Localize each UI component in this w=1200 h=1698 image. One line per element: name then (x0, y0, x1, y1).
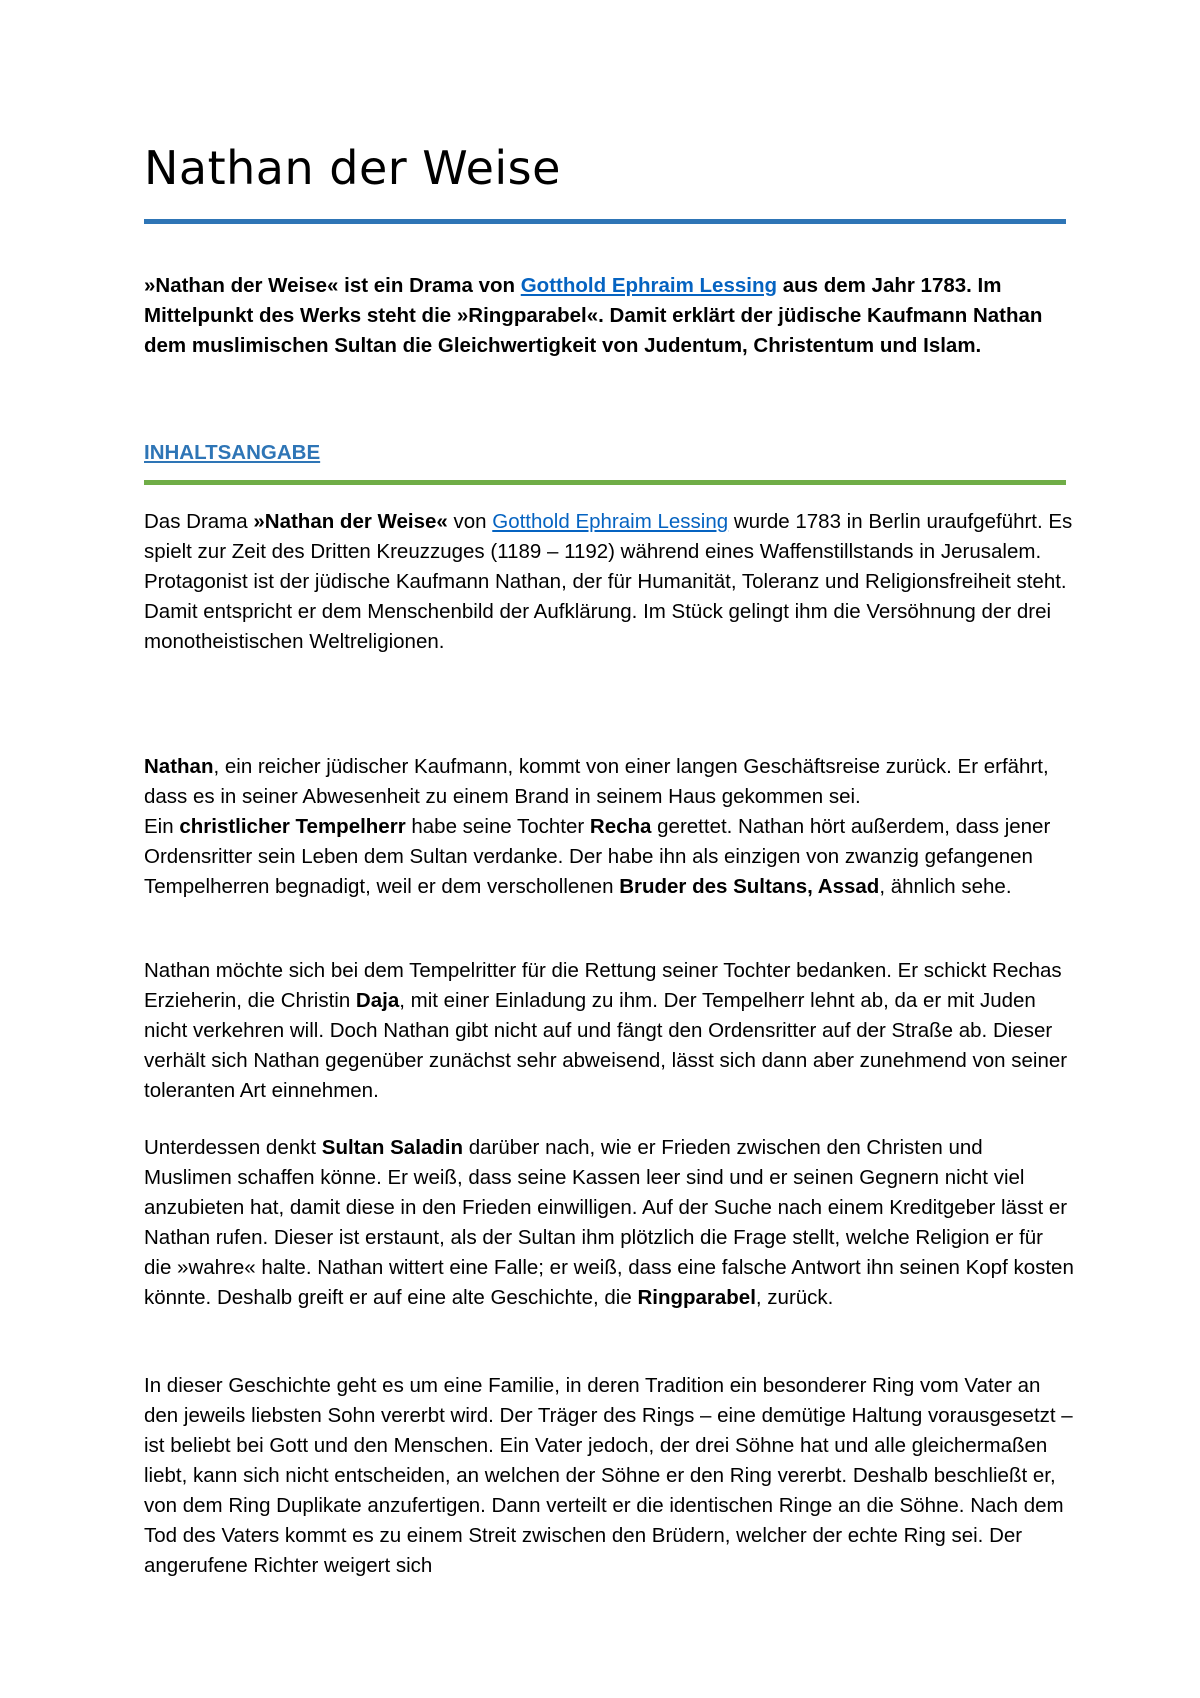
paragraph-2 (144, 752, 1074, 902)
p5-text-a: In dieser Geschichte geht es um eine Familie, in deren Tradition ein besonderer Ring vom Vater an den jeweils liebsten Sohn vererbt wird. Der Träger des Rings – eine demütige Haltung vorausgesetzt – ist beliebt bei Gott und den Menschen. Ein Vater jedoch, der drei Söhne hat und alle gleichermaßen liebt, kann sich nicht entscheiden, an welchen der Söhne er den Ring vererbt. Deshalb beschließt er, von dem Ring Duplikate anzufertigen. Dann verteilt er die identischen Ringe an die Söhne. Nach dem Tod des Vaters kommt es zu einem Streit zwischen den Brüdern, welcher der echte Ring sei. Der angerufene Richter weigert sich (144, 1374, 1073, 1577)
p2-text-d: gerettet. Nathan hört außerdem, dass jener Ordensritter sein Leben dem Sultan verdanke. Der habe ihn als einzigen von zwanzig gefangenen Tempelherren begnadigt, weil er dem verschollenen (144, 815, 1051, 898)
author-link-2[interactable]: Gotthold Ephraim Lessing (492, 510, 729, 533)
p4-text-c: , zurück. (755, 1286, 834, 1309)
p2-bold-recha: Recha (589, 815, 652, 838)
paragraph-4 (144, 1133, 1074, 1313)
p4-bold-saladin: Sultan Saladin (321, 1136, 464, 1159)
p3-bold-daja: Daja (355, 989, 400, 1012)
p1-text-b: von (447, 510, 493, 533)
author-link[interactable]: Gotthold Ephraim Lessing (520, 274, 777, 297)
paragraph-5 (144, 1371, 1074, 1581)
p3-text-a: Nathan möchte sich bei dem Tempelritter für die Rettung seiner Tochter bedanken. Er schickt Rechas Erzieherin, die Christin (144, 959, 1062, 1012)
paragraph-1 (144, 507, 1074, 657)
title-divider (144, 219, 1066, 224)
section-divider (144, 480, 1066, 485)
paragraph-3 (144, 956, 1074, 1106)
p4-bold-ringparabel: Ringparabel (637, 1286, 756, 1309)
intro-paragraph (144, 271, 1074, 361)
p1-bold-title: »Nathan der Weise« (253, 510, 448, 533)
intro-text-a: »Nathan der Weise« ist ein Drama von (144, 274, 521, 297)
p2-text-a: , ein reicher jüdischer Kaufmann, kommt von einer langen Geschäftsreise zurück. Er erfährt, dass es in seiner Abwesenheit zu einem Brand in seinem Haus gekommen sei. (144, 755, 1049, 808)
section-heading-inhaltsangabe: INHALTSANGABE (144, 441, 321, 464)
p3-text-b: , mit einer Einladung zu ihm. Der Tempelherr lehnt ab, da er mit Juden nicht verkehren will. Doch Nathan gibt nicht auf und fängt den Ordensritter auf der Straße ab. Dieser verhält sich Nathan gegenüber zunächst sehr abweisend, lässt sich dann aber zunehmend von seiner toleranten Art einnehmen. (144, 989, 1068, 1102)
intro-text-b: aus dem Jahr 1783. Im Mittelpunkt des Werks steht die »Ringparabel«. Damit erklärt der jüdische Kaufmann Nathan dem muslimischen Sultan die Gleichwertigkeit von Judentum, Christentum und Islam. (144, 274, 1043, 357)
p2-text-e: , ähnlich sehe. (879, 875, 1012, 898)
p2-bold-assad: Bruder des Sultans, Assad (619, 875, 880, 898)
p4-text-b: darüber nach, wie er Frieden zwischen den Christen und Muslimen schaffen könne. Er weiß, dass seine Kassen leer sind und er seinen Gegnern nicht viel anzubieten hat, damit diese in den Frieden einwilligen. Auf der Suche nach einem Kreditgeber lässt er Nathan rufen. Dieser ist erstaunt, als der Sultan ihm plötzlich die Frage stellt, welche Religion er für die »wahre« halte. Nathan wittert eine Falle; er weiß, dass eine falsche Antwort ihn seinen Kopf kosten könnte. Deshalb greift er auf eine alte Geschichte, die (144, 1136, 1074, 1309)
p1-text-c: wurde 1783 in Berlin uraufgeführt. Es spielt zur Zeit des Dritten Kreuzzuges (1189 – 1192) während eines Waffenstillstands in Jerusalem. Protagonist ist der jüdische Kaufmann Nathan, der für Humanität, Toleranz und Religionsfreiheit steht. Damit entspricht er dem Menschenbild der Aufklärung. Im Stück gelingt ihm die Versöhnung der drei monotheistischen Weltreligionen. (144, 510, 1073, 653)
p4-text-a: Unterdessen denkt (144, 1136, 322, 1159)
p1-text-a: Das Drama (144, 510, 254, 533)
p2-text-c: habe seine Tochter (405, 815, 590, 838)
p2-text-b: Ein (144, 815, 180, 838)
document-title: Nathan der Weise (144, 141, 561, 195)
p2-bold-nathan: Nathan (144, 755, 214, 778)
p2-bold-tempelherr: christlicher Tempelherr (179, 815, 406, 838)
